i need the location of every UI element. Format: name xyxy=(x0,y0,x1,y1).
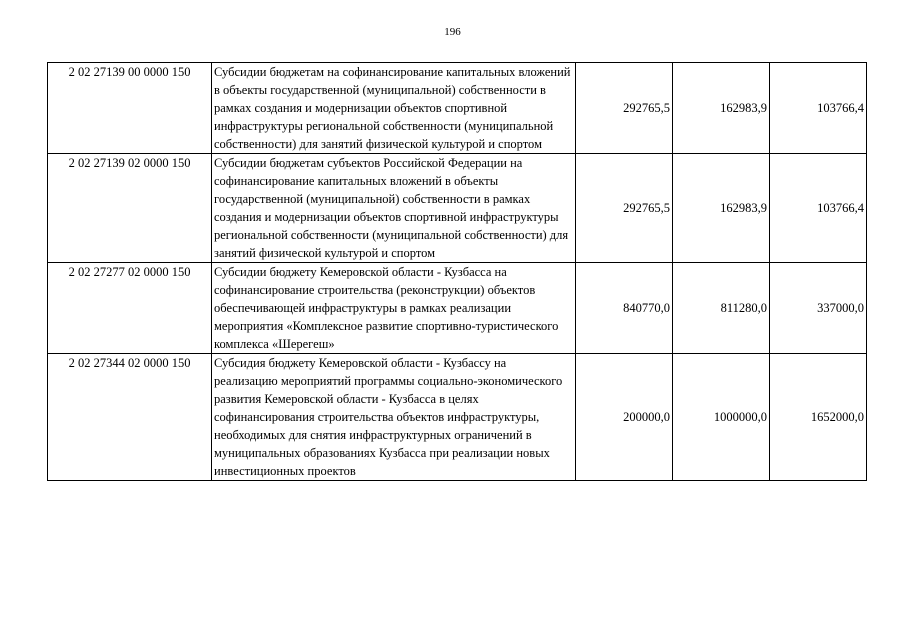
budget-code: 2 02 27139 02 0000 150 xyxy=(48,154,212,263)
amount-year-2: 162983,9 xyxy=(673,63,770,154)
revenue-description: Субсидии бюджету Кемеровской области - Кузбасса на софинансирование строительства (реконструкции) объектов обеспечивающей инфраструктуры в рамках реализации мероприятия «Комплексное развитие спортивно-туристического комплекса «Шерегеш» xyxy=(212,263,576,354)
table-row xyxy=(48,263,867,354)
budget-code: 2 02 27277 02 0000 150 xyxy=(48,263,212,354)
amount-year-3: 1652000,0 xyxy=(770,354,867,481)
amount-year-1: 292765,5 xyxy=(576,63,673,154)
table-row xyxy=(48,154,867,263)
budget-code: 2 02 27344 02 0000 150 xyxy=(48,354,212,481)
amount-year-2: 162983,9 xyxy=(673,154,770,263)
amount-year-1: 840770,0 xyxy=(576,263,673,354)
amount-year-2: 1000000,0 xyxy=(673,354,770,481)
amount-year-3: 103766,4 xyxy=(770,63,867,154)
amount-year-3: 103766,4 xyxy=(770,154,867,263)
amount-year-2: 811280,0 xyxy=(673,263,770,354)
amount-year-1: 200000,0 xyxy=(576,354,673,481)
table-row xyxy=(48,63,867,154)
revenue-description: Субсидии бюджетам на софинансирование капитальных вложений в объекты государственной (муниципальной) собственности в рамках создания и модернизации объектов спортивной инфраструктуры региональной собственности (муниципальной собственности) для занятий физической культурой и спортом xyxy=(212,63,576,154)
amount-year-3: 337000,0 xyxy=(770,263,867,354)
budget-revenue-table xyxy=(47,62,867,481)
revenue-description: Субсидия бюджету Кемеровской области - Кузбассу на реализацию мероприятий программы социально-экономического развития Кемеровской области - Кузбасса в целях софинансирования строительства объектов инфраструктуры, необходимых для снятия инфраструктурных ограничений в муниципальных образованиях Кузбасса при реализации новых инвестиционных проектов xyxy=(212,354,576,481)
amount-year-1: 292765,5 xyxy=(576,154,673,263)
page-number: 196 xyxy=(444,26,461,38)
revenue-description: Субсидии бюджетам субъектов Российской Федерации на софинансирование капитальных вложений в объекты государственной (муниципальной) собственности в рамках создания и модернизации объектов спортивной инфраструктуры региональной собственности (муниципальной собственности) для занятий физической культурой и спортом xyxy=(212,154,576,263)
budget-code: 2 02 27139 00 0000 150 xyxy=(48,63,212,154)
table-row xyxy=(48,354,867,481)
